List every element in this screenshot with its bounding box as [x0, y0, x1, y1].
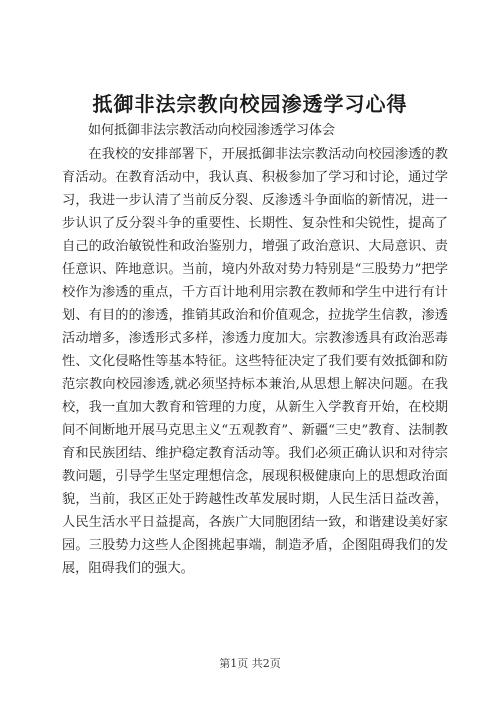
document-subtitle: 如何抵御非法宗教活动向校园渗透学习体会: [88, 123, 336, 138]
page-footer: 第1页 共2页: [219, 657, 281, 670]
document-title: 抵御非法宗教向校园渗透学习心得: [92, 92, 408, 116]
body-paragraph: 在我校的安排部署下，开展抵御非法宗教活动向校园渗透的教育活动。在教育活动中，我认真、积极参加了学习和讨论，通过学习，我进一步认清了当前反分裂、反渗透斗争面临的新情况，进一步认识了反分裂斗争的重要性、长期性、复杂性和尖锐性，提高了自己的政治敏锐性和政治鉴别力，增强了政治意识、大局意识、责任意识、阵地意识。当前，境内外敌对势力特别是“三股势力”把学校作为渗透的重点，千方百计地利用宗教在教师和学生中进行有计划、有目的的渗透，推销其政治和价值观念，拉拢学生信教，渗透活动增多，渗透形式多样，渗透力度加大。宗教渗透具有政治恶毒性、文化侵略性等基本特征。这些特征决定了我们要有效抵御和防范宗教向校园渗透,就必须坚持标本兼治,从思想上解决问题。在我校，我一直加大教育和管理的力度，从新生入学教育开始，在校期间不间断地开展马克思主义“五观教育”、新疆“三史”教育、法制教育和民族团结、维护稳定教育活动等。我们必须正确认识和对待宗教问题，引导学生坚定理想信念，展现积极健康向上的思想政治面貌，当前，我区正处于跨越性改革发展时期，人民生活日益改善，人民生活水平日益提高，各族广大同胞团结一致，和谐建设美好家园。三股势力这些人企图挑起事端，制造矛盾，企图阻碍我们的发展，阻碍我们的强大。: [62, 147, 448, 576]
